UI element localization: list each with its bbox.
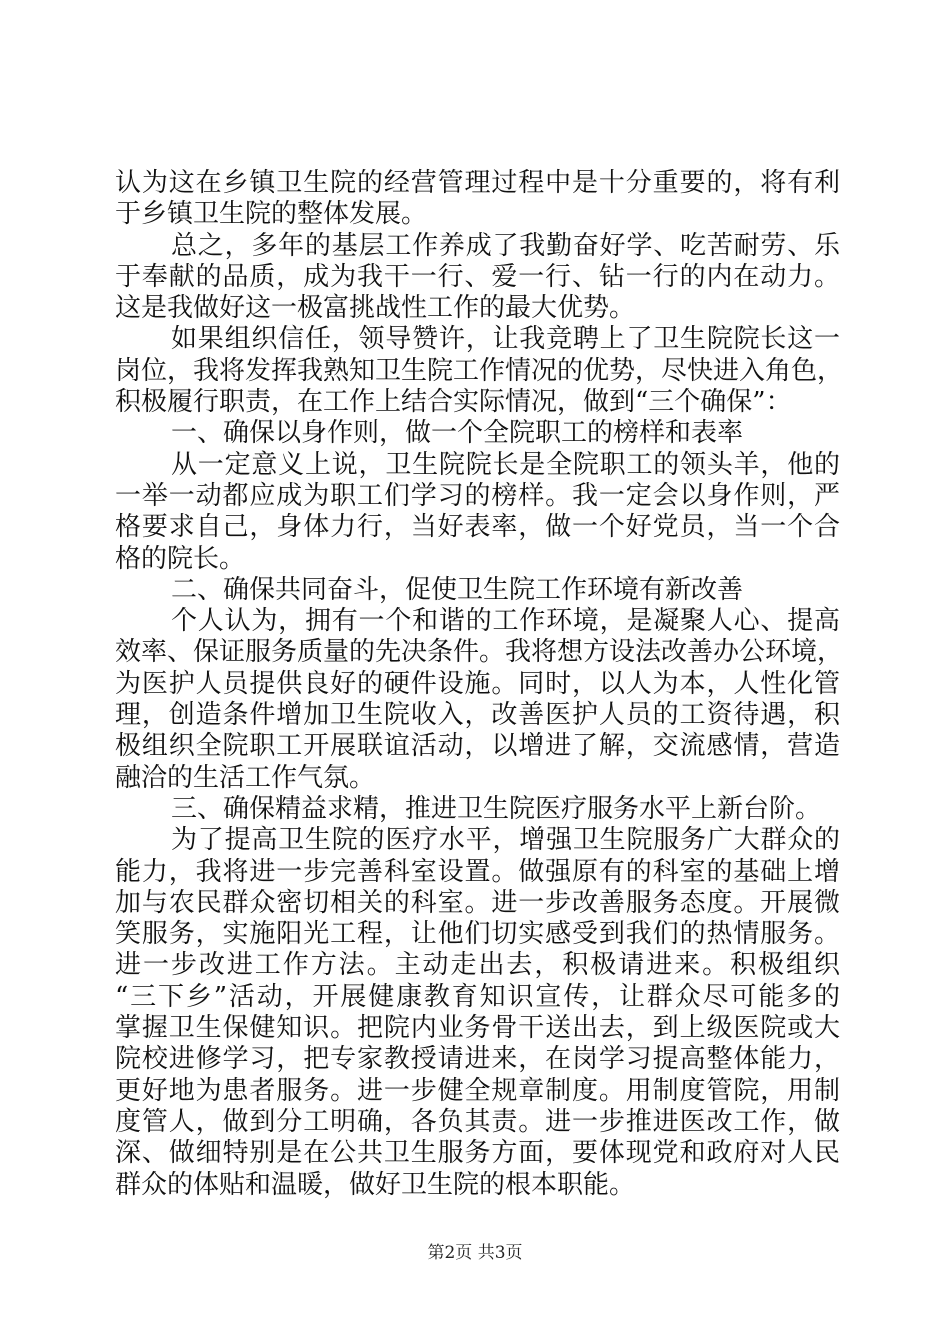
text-line: 认为这在乡镇卫生院的经营管理过程中是十分重要的，将有利 <box>115 168 840 198</box>
text-line: 二、确保共同奋斗，促使卫生院工作环境有新改善 <box>171 574 744 605</box>
text-line: 一、确保以身作则，做一个全院职工的榜样和表率 <box>171 418 744 449</box>
text-line: 极组织全院职工开展联谊活动，以增进了解，交流感情，营造 <box>115 731 840 762</box>
text-line: “三下乡”活动，开展健康教育知识宣传，让群众尽可能多的 <box>115 981 840 1012</box>
text-line: 总之，多年的基层工作养成了我勤奋好学、吃苦耐劳、乐 <box>171 230 840 261</box>
text-line: 深、做细特别是在公共卫生服务方面，要体现党和政府对人民 <box>115 1138 840 1169</box>
text-line: 这是我做好这一极富挑战性工作的最大优势。 <box>115 293 636 324</box>
text-line: 进一步改进工作方法。主动走出去，积极请进来。积极组织 <box>115 950 840 981</box>
text-line: 从一定意义上说，卫生院院长是全院职工的领头羊，他的 <box>171 449 840 480</box>
document-body <box>115 168 844 1201</box>
text-line: 如果组织信任，领导赞许，让我竞聘上了卫生院院长这一 <box>171 324 840 355</box>
text-line: 于奉献的品质，成为我干一行、爱一行、钻一行的内在动力。 <box>115 261 840 292</box>
text-line: 格要求自己，身体力行，当好表率，做一个好党员，当一个合 <box>115 512 840 543</box>
text-line: 群众的体贴和温暖，做好卫生院的根本职能。 <box>115 1169 636 1200</box>
text-line: 积极履行职责，在工作上结合实际情况，做到“三个确保”： <box>115 387 792 418</box>
text-line: 岗位，我将发挥我熟知卫生院工作情况的优势，尽快进入角色， <box>115 355 844 386</box>
text-line: 掌握卫生保健知识。把院内业务骨干送出去，到上级医院或大 <box>115 1013 840 1044</box>
text-line: 为医护人员提供良好的硬件设施。同时，以人为本，人性化管 <box>115 668 840 699</box>
text-line: 能力，我将进一步完善科室设置。做强原有的科室的基础上增 <box>115 856 840 887</box>
text-line: 三、确保精益求精，推进卫生院医疗服务水平上新台阶。 <box>171 793 822 824</box>
text-line: 个人认为，拥有一个和谐的工作环境，是凝聚人心、提高 <box>171 606 840 637</box>
text-line: 融洽的生活工作气氛。 <box>115 762 376 793</box>
text-line: 笑服务，实施阳光工程，让他们切实感受到我们的热情服务。 <box>115 919 840 950</box>
text-line: 更好地为患者服务。进一步健全规章制度。用制度管院，用制 <box>115 1075 840 1106</box>
text-line: 为了提高卫生院的医疗水平，增强卫生院服务广大群众的 <box>171 825 840 856</box>
text-line: 格的院长。 <box>115 543 246 574</box>
text-line: 效率、保证服务质量的先决条件。我将想方设法改善办公环境， <box>115 637 844 668</box>
page-number-footer: 第2页 共3页 <box>427 1243 523 1263</box>
text-line: 院校进修学习，把专家教授请进来，在岗学习提高整体能力， <box>115 1044 840 1075</box>
text-line: 一举一动都应成为职工们学习的榜样。我一定会以身作则，严 <box>115 480 840 511</box>
text-line: 于乡镇卫生院的整体发展。 <box>115 199 428 230</box>
text-line: 理，创造条件增加卫生院收入，改善医护人员的工资待遇，积 <box>115 700 840 731</box>
text-line: 加与农民群众密切相关的科室。进一步改善服务态度。开展微 <box>115 887 840 918</box>
text-line: 度管人，做到分工明确，各负其责。进一步推进医改工作，做 <box>115 1106 840 1137</box>
